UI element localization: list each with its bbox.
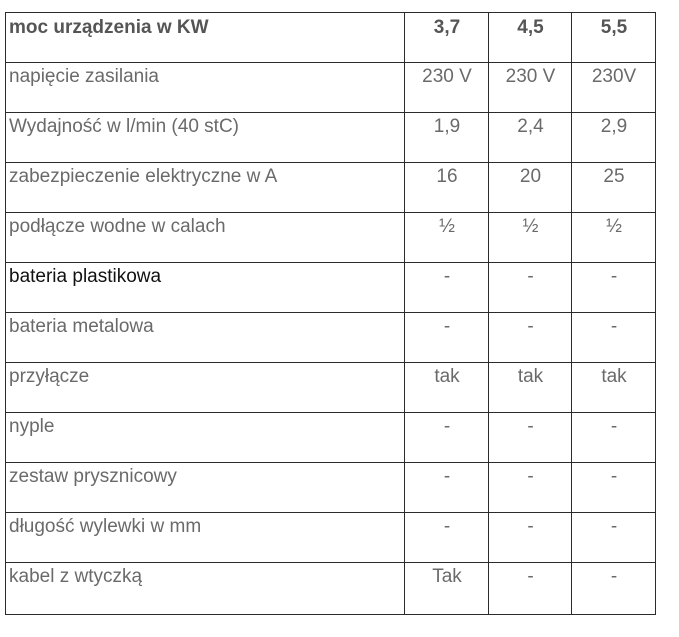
header-power-3: 5,5 [572, 13, 656, 63]
row-value: - [405, 463, 489, 513]
row-value: - [572, 313, 656, 363]
row-value: 2,9 [572, 113, 656, 163]
row-value: tak [572, 363, 656, 413]
row-value: - [489, 263, 572, 313]
table-row [6, 513, 656, 563]
row-value: 20 [489, 163, 572, 213]
spec-table [5, 12, 656, 615]
row-value: - [489, 313, 572, 363]
row-value: - [405, 313, 489, 363]
row-value: tak [489, 363, 572, 413]
row-label: nyple [6, 413, 405, 463]
row-value: ½ [489, 213, 572, 263]
row-value: - [572, 413, 656, 463]
row-value: - [572, 463, 656, 513]
row-value: - [572, 263, 656, 313]
row-value: - [572, 563, 656, 615]
table-header-row [6, 13, 656, 63]
row-value: - [489, 513, 572, 563]
row-label: bateria metalowa [6, 313, 405, 363]
row-label: napięcie zasilania [6, 63, 405, 113]
row-value: 25 [572, 163, 656, 213]
row-label: zabezpieczenie elektryczne w A [6, 163, 405, 213]
table-row [6, 213, 656, 263]
row-value: - [489, 563, 572, 615]
row-value: - [489, 463, 572, 513]
row-label: przyłącze [6, 363, 405, 413]
row-label: kabel z wtyczką [6, 563, 405, 615]
row-value: ½ [405, 213, 489, 263]
row-value: 230 V [489, 63, 572, 113]
row-label: Wydajność w l/min (40 stC) [6, 113, 405, 163]
row-label: zestaw prysznicowy [6, 463, 405, 513]
table-row [6, 263, 656, 313]
row-value: 230V [572, 63, 656, 113]
header-power-1: 3,7 [405, 13, 489, 63]
row-value: tak [405, 363, 489, 413]
row-value: 230 V [405, 63, 489, 113]
table-row [6, 113, 656, 163]
row-value: - [405, 263, 489, 313]
row-value: - [572, 513, 656, 563]
table-row [6, 313, 656, 363]
row-value: 2,4 [489, 113, 572, 163]
row-value: - [405, 413, 489, 463]
row-value: 16 [405, 163, 489, 213]
row-label: podłącze wodne w calach [6, 213, 405, 263]
table-row [6, 563, 656, 615]
table-row [6, 413, 656, 463]
row-value: Tak [405, 563, 489, 615]
row-label: długość wylewki w mm [6, 513, 405, 563]
table-row [6, 163, 656, 213]
header-power-2: 4,5 [489, 13, 572, 63]
table-row [6, 463, 656, 513]
table-row [6, 63, 656, 113]
row-value: 1,9 [405, 113, 489, 163]
row-value: ½ [572, 213, 656, 263]
row-value: - [489, 413, 572, 463]
table-row [6, 363, 656, 413]
row-label: bateria plastikowa [6, 263, 405, 313]
header-label: moc urządzenia w KW [6, 13, 405, 63]
row-value: - [405, 513, 489, 563]
